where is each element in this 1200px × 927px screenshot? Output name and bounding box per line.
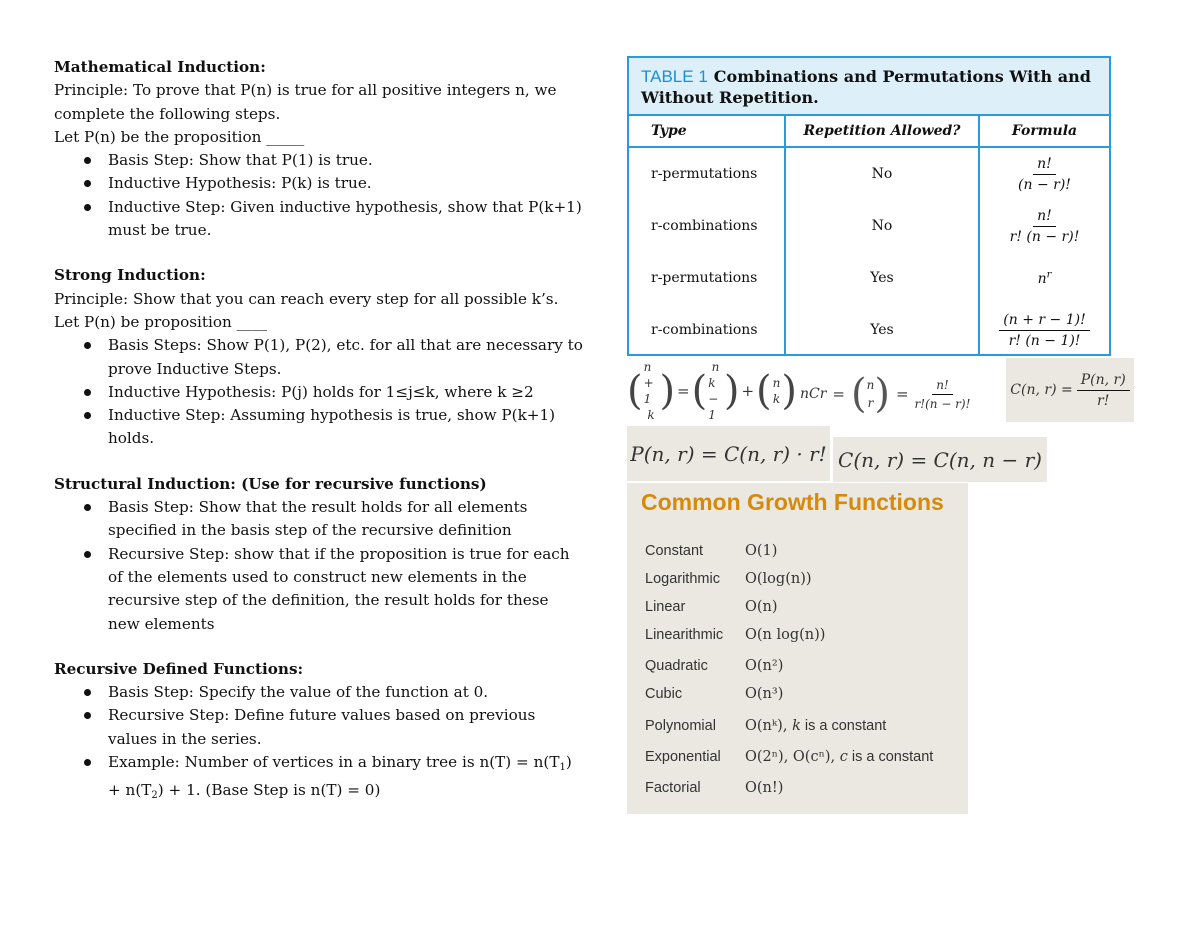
recursive-functions-title: Recursive Defined Functions: bbox=[54, 659, 304, 678]
c-from-p-formula: C(n, r) = $\frac{P(n, r)}{r!}$ bbox=[1006, 358, 1134, 422]
strong-let: Let P(n) be proposition ____ bbox=[54, 312, 267, 331]
table-row bbox=[629, 304, 1109, 356]
list-item: Basis Steps: Show P(1), P(2), etc. for all that are necessary to prove Inductive Steps. bbox=[108, 334, 584, 381]
strong-induction-title: Strong Induction: bbox=[54, 266, 206, 285]
example-item: Example: Number of vertices in a binary tree is $n(T) = n(T_1) + n(T_2) + 1$. (Base Step is n(T) = 0) bbox=[108, 751, 584, 808]
strong-principle: Principle: Show that you can reach every step for all possible k’s. bbox=[54, 289, 559, 308]
table-title: Combinations and Permutations With and Without Repetition. bbox=[641, 67, 1091, 107]
cell-type: r-combinations bbox=[651, 218, 758, 234]
recursive-steps bbox=[54, 681, 584, 807]
col-header-repetition: Repetition Allowed? bbox=[785, 116, 979, 147]
cell-formula: $\frac{(n + r - 1)!}{r! (n - 1)!}$ bbox=[979, 304, 1109, 356]
symmetry-formula: C(n, r) = C(n, n − r) bbox=[833, 437, 1047, 482]
cell-formula: $\frac{n!}{r! (n - r)!}$ bbox=[979, 200, 1109, 252]
table-label: TABLE 1 bbox=[641, 67, 708, 86]
cell-repetition: Yes bbox=[785, 252, 979, 304]
ncr-lhs: nCr bbox=[800, 386, 827, 402]
list-item: Inductive Hypothesis: P(k) is true. bbox=[108, 172, 584, 195]
table-body bbox=[629, 116, 1109, 356]
cell-type: r-permutations bbox=[651, 270, 758, 286]
induction-steps bbox=[54, 149, 584, 242]
table-caption bbox=[629, 58, 1109, 116]
cell-repetition: No bbox=[785, 147, 979, 200]
structural-induction-title: Structural Induction: (Use for recursive functions) bbox=[54, 474, 487, 493]
cell-formula: $\frac{n!}{(n - r)!}$ bbox=[979, 147, 1109, 200]
cell-type: r-combinations bbox=[651, 322, 758, 338]
structural-steps bbox=[54, 496, 584, 636]
growth-functions-panel: Common Growth Functions Constant O(1) Logarithmic O(log(n)) Linear O(n) Linearithmic O(n log(n)) Quadratic O(n²) Cubic O(n³) Polynomial O(nᵏ), k is a constant Exponential O(2ⁿ), O(cⁿ), c is a constant Factorial O(n!) bbox=[627, 483, 968, 814]
strong-steps bbox=[54, 334, 584, 450]
ncr-formula: nCr = ( n r ) = $\frac{n!}{r!(n - r)!}$ bbox=[800, 371, 971, 417]
cell-repetition: No bbox=[785, 200, 979, 252]
list-item: Basis Step: Show that the result holds for all elements specified in the basis step of the recursive definition bbox=[108, 496, 584, 543]
combinations-table bbox=[627, 56, 1111, 356]
pascal-identity: ( n + 1 k ) = ( n k − 1 ) + ( n k ) bbox=[627, 360, 797, 422]
induction-title: Mathematical Induction: bbox=[54, 58, 266, 76]
table-row bbox=[629, 252, 1109, 304]
col-header-formula: Formula bbox=[979, 116, 1109, 147]
cell-type: r-permutations bbox=[651, 166, 758, 182]
list-item: Basis Step: Specify the value of the function at 0. bbox=[108, 681, 584, 704]
list-item: Recursive Step: Define future values based on previous values in the series. bbox=[108, 704, 584, 751]
col-header-type: Type bbox=[629, 116, 785, 147]
p-from-c-formula: P(n, r) = C(n, r) · r! bbox=[627, 426, 830, 481]
growth-title: Common Growth Functions bbox=[641, 489, 944, 515]
list-item: Inductive Hypothesis: P(j) holds for 1≤j≤k, where k ≥2 bbox=[108, 381, 584, 404]
cell-repetition: Yes bbox=[785, 304, 979, 356]
table-row bbox=[629, 200, 1109, 252]
table-row bbox=[629, 147, 1109, 200]
list-item: Basis Step: Show that P(1) is true. bbox=[108, 149, 584, 172]
table-header-row bbox=[629, 116, 1109, 147]
cell-formula: $n^r$ bbox=[979, 252, 1109, 304]
list-item: Inductive Step: Given inductive hypothesis, show that P(k+1) must be true. bbox=[108, 196, 584, 243]
induction-principle: Principle: To prove that P(n) is true for all positive integers n, we complete the following steps. bbox=[54, 81, 557, 123]
notes-column bbox=[54, 56, 584, 808]
list-item: Inductive Step: Assuming hypothesis is true, show P(k+1) holds. bbox=[108, 404, 584, 451]
induction-let: Let P(n) be the proposition _____ bbox=[54, 127, 305, 146]
list-item: Recursive Step: show that if the proposition is true for each of the elements used to construct new elements in the recursive step of the definition, the result holds for these new elements bbox=[108, 543, 584, 636]
